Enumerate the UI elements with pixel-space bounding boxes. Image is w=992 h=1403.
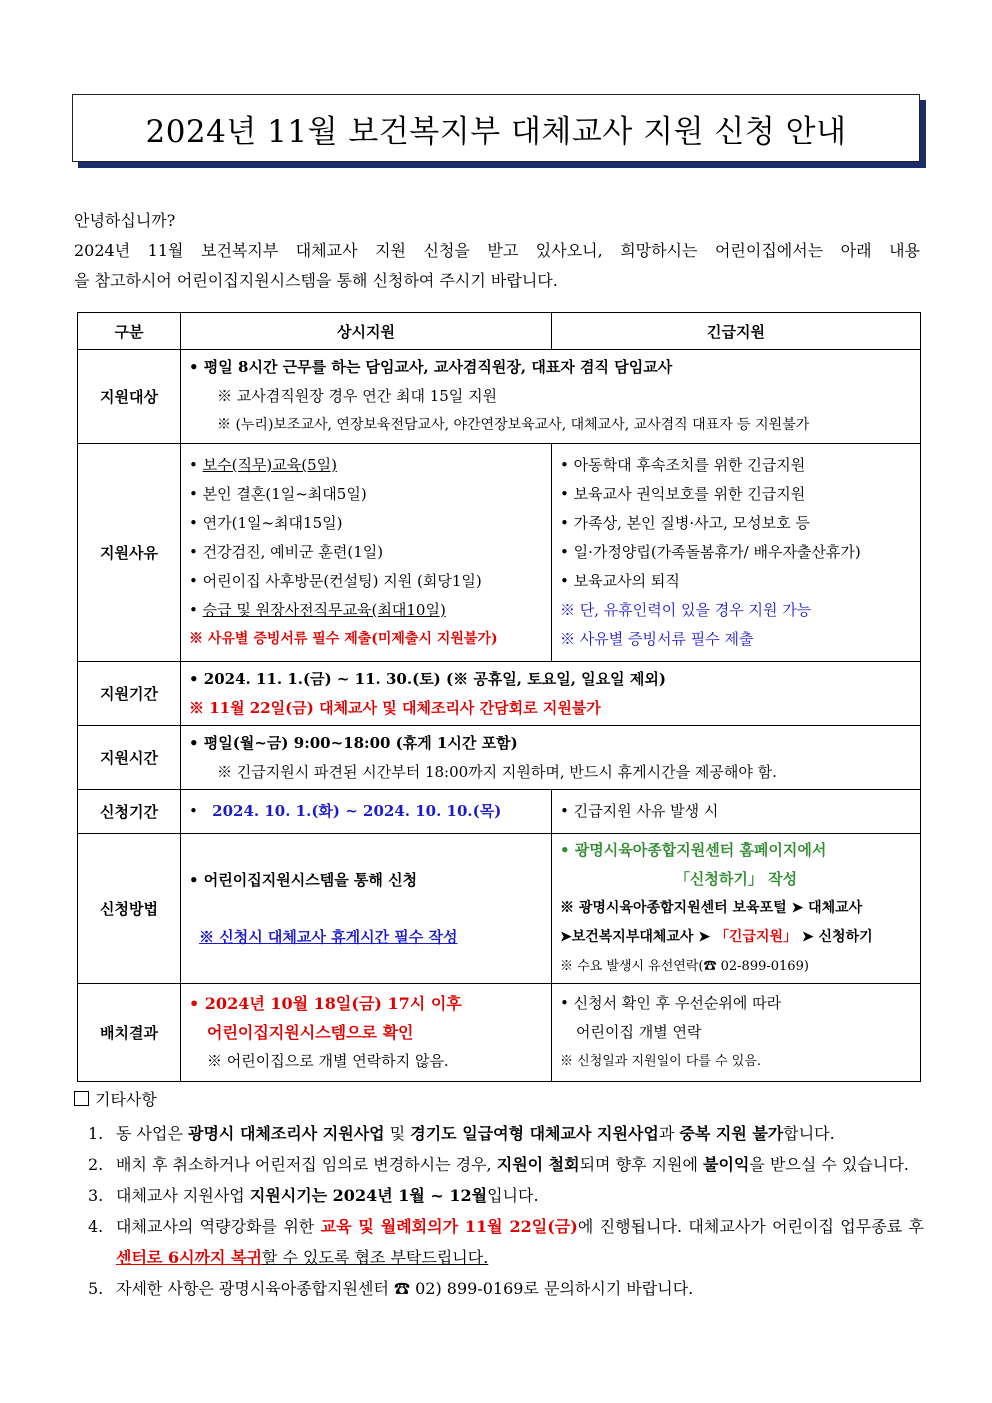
label-hours: 지원시간: [78, 726, 181, 790]
row-result: [78, 984, 921, 1082]
period-cell: [181, 662, 921, 726]
period-line-2: ※ 11월 22일(금) 대체교사 및 대체조리사 간담회로 지원불가: [189, 698, 601, 717]
greeting: 안녕하십니까?: [74, 211, 176, 230]
reason-urgent-item: • 일·가정양립(가족돌봄휴가/ 배우자출산휴가): [560, 543, 861, 561]
row-reason: [78, 444, 921, 662]
reason-urgent-note-2: ※ 사유별 증빙서류 필수 제출: [560, 630, 754, 648]
row-hours: [78, 726, 921, 790]
method-urgent-line-1: • 광명시육아종합지원센터 홈페이지에서: [560, 841, 827, 859]
intro: [74, 206, 920, 296]
hours-cell: [181, 726, 921, 790]
support-table: [77, 312, 921, 1082]
other-notes-heading: 기타사항: [74, 1086, 924, 1114]
list-item: 3. 대체교사 지원사업 지원시기는 2024년 1월 ~ 12월입니다.: [88, 1186, 539, 1205]
hours-line-1: • 평일(월~금) 9:00~18:00 (휴게 1시간 포함): [189, 733, 518, 752]
table-header-row: [78, 313, 921, 350]
other-notes: [74, 1086, 924, 1304]
intro-line-2: 을 참고하시어 어린이집지원시스템을 통해 신청하여 주시기 바랍니다.: [74, 271, 558, 290]
reason-urgent-item: • 보육교사 권익보호를 위한 긴급지원: [560, 485, 806, 503]
period-line-1: • 2024. 11. 1.(금) ~ 11. 30.(토) (※ 공휴일, 토요일, 일요일 제외): [189, 669, 666, 688]
reason-regular-item: • 건강검진, 예비군 훈련(1일): [189, 543, 384, 561]
other-notes-list: [74, 1118, 924, 1304]
reason-regular-item: • 어린이집 사후방문(컨설팅) 지원 (회당1일): [189, 572, 482, 590]
apply-period-urgent-cell: [552, 790, 921, 834]
reason-urgent-cell: [552, 444, 921, 662]
reason-regular-cell: [181, 444, 552, 662]
reason-regular-item: • 연가(1일~최대15일): [189, 514, 343, 532]
row-method: [78, 834, 921, 984]
page-title: 2024년 11월 보건복지부 대체교사 지원 신청 안내: [72, 94, 920, 162]
apply-period-regular: • 2024. 10. 1.(화) ~ 2024. 10. 10.(목): [189, 802, 502, 820]
list-item: 4. 대체교사의 역량강화를 위한 교육 및 월례회의가 11월 22일(금)에 진행됩니다. 대체교사가 어린이집 업무종료 후 센터로 6시까지 복귀할 수 있도록 협조 부탁드립니다.: [88, 1217, 924, 1267]
header-regular: 상시지원: [181, 313, 552, 350]
target-line-1: • 평일 8시간 근무를 하는 담임교사, 교사겸직원장, 대표자 겸직 담임교사: [189, 358, 673, 376]
method-urgent-line-3: ※ 광명시육아종합지원센터 보육포털 ➤ 대체교사: [560, 900, 863, 916]
method-urgent-line-2: 「신청하기」 작성: [674, 870, 798, 888]
target-line-2: ※ 교사겸직원장 경우 연간 최대 15일 지원: [217, 387, 498, 405]
label-reason: 지원사유: [78, 444, 181, 662]
intro-line-1: 2024년 11월 보건복지부 대체교사 지원 신청을 받고 있사오니, 희망하시는 어린이집에서는 아래 내용: [74, 241, 920, 260]
reason-regular-note: ※ 사유별 증빙서류 필수 제출(미제출시 지원불가): [189, 631, 498, 647]
checkbox-square-icon: [74, 1091, 89, 1106]
hours-line-2: ※ 긴급지원시 파견된 시간부터 18:00까지 지원하며, 반드시 휴게시간을 제공해야 함.: [217, 762, 777, 781]
list-item: 1. 동 사업은 광명시 대체조리사 지원사업 및 경기도 일급여형 대체교사 지원사업과 중복 지원 불가합니다.: [88, 1124, 835, 1143]
target-line-3: ※ (누리)보조교사, 연장보육전담교사, 야간연장보육교사, 대체교사, 교사겸직 대표자 등 지원불가: [217, 417, 810, 433]
row-target: [78, 350, 921, 444]
header-category: 구분: [78, 313, 181, 350]
label-result: 배치결과: [78, 984, 181, 1082]
method-urgent-cell: [552, 834, 921, 984]
reason-regular-item: • 승급 및 원장사전직무교육(최대10일): [189, 601, 446, 619]
reason-urgent-note-1: ※ 단, 유휴인력이 있을 경우 지원 가능: [560, 601, 812, 619]
list-item: 2. 배치 후 취소하거나 어린저집 임의로 변경하시는 경우, 지원이 철회되며 향후 지원에 불이익을 받으실 수 있습니다.: [88, 1155, 909, 1174]
result-regular-cell: [181, 984, 552, 1082]
result-urgent-line-3: ※ 신청일과 지원일이 다를 수 있음.: [560, 1054, 762, 1069]
row-apply-period: [78, 790, 921, 834]
reason-urgent-item: • 보육교사의 퇴직: [560, 572, 680, 590]
label-method: 신청방법: [78, 834, 181, 984]
method-regular-line-2: ※ 신청시 대체교사 휴게시간 필수 작성: [199, 927, 458, 946]
target-cell: [181, 350, 921, 444]
apply-period-regular-cell: [181, 790, 552, 834]
list-item: 5. 자세한 사항은 광명시육아종합지원센터 ☎ 02) 899-0169로 문의하시기 바랍니다.: [88, 1279, 694, 1298]
method-regular-cell: [181, 834, 552, 984]
reason-regular-item: • 보수(직무)교육(5일): [189, 456, 338, 474]
label-target: 지원대상: [78, 350, 181, 444]
result-urgent-cell: [552, 984, 921, 1082]
apply-period-urgent: • 긴급지원 사유 발생 시: [560, 802, 719, 820]
method-urgent-line-4: ➤보건복지부대체교사 ➤ 「긴급지원」 ➤ 신청하기: [560, 929, 873, 945]
reason-regular-item: • 본인 결혼(1일~최대5일): [189, 485, 367, 503]
result-urgent-line-2: 어린이집 개별 연락: [576, 1023, 702, 1041]
reason-urgent-item: • 아동학대 후속조치를 위한 긴급지원: [560, 456, 806, 474]
header-urgent: 긴급지원: [552, 313, 921, 350]
label-period: 지원기간: [78, 662, 181, 726]
result-regular-line-1: • 2024년 10월 18일(금) 17시 이후: [189, 994, 462, 1013]
row-period: [78, 662, 921, 726]
reason-urgent-item: • 가족상, 본인 질병·사고, 모성보호 등: [560, 514, 810, 532]
method-urgent-line-5: ※ 수요 발생시 유선연락(☎ 02-899-0169): [560, 959, 809, 974]
result-urgent-line-1: • 신청서 확인 후 우선순위에 따라: [560, 994, 782, 1012]
result-regular-line-2: 어린이집지원시스템으로 확인: [207, 1023, 414, 1042]
result-regular-line-3: ※ 어린이집으로 개별 연락하지 않음.: [207, 1052, 449, 1070]
label-apply-period: 신청기간: [78, 790, 181, 834]
method-regular-line-1: • 어린이집지원시스템을 통해 신청: [189, 870, 418, 889]
